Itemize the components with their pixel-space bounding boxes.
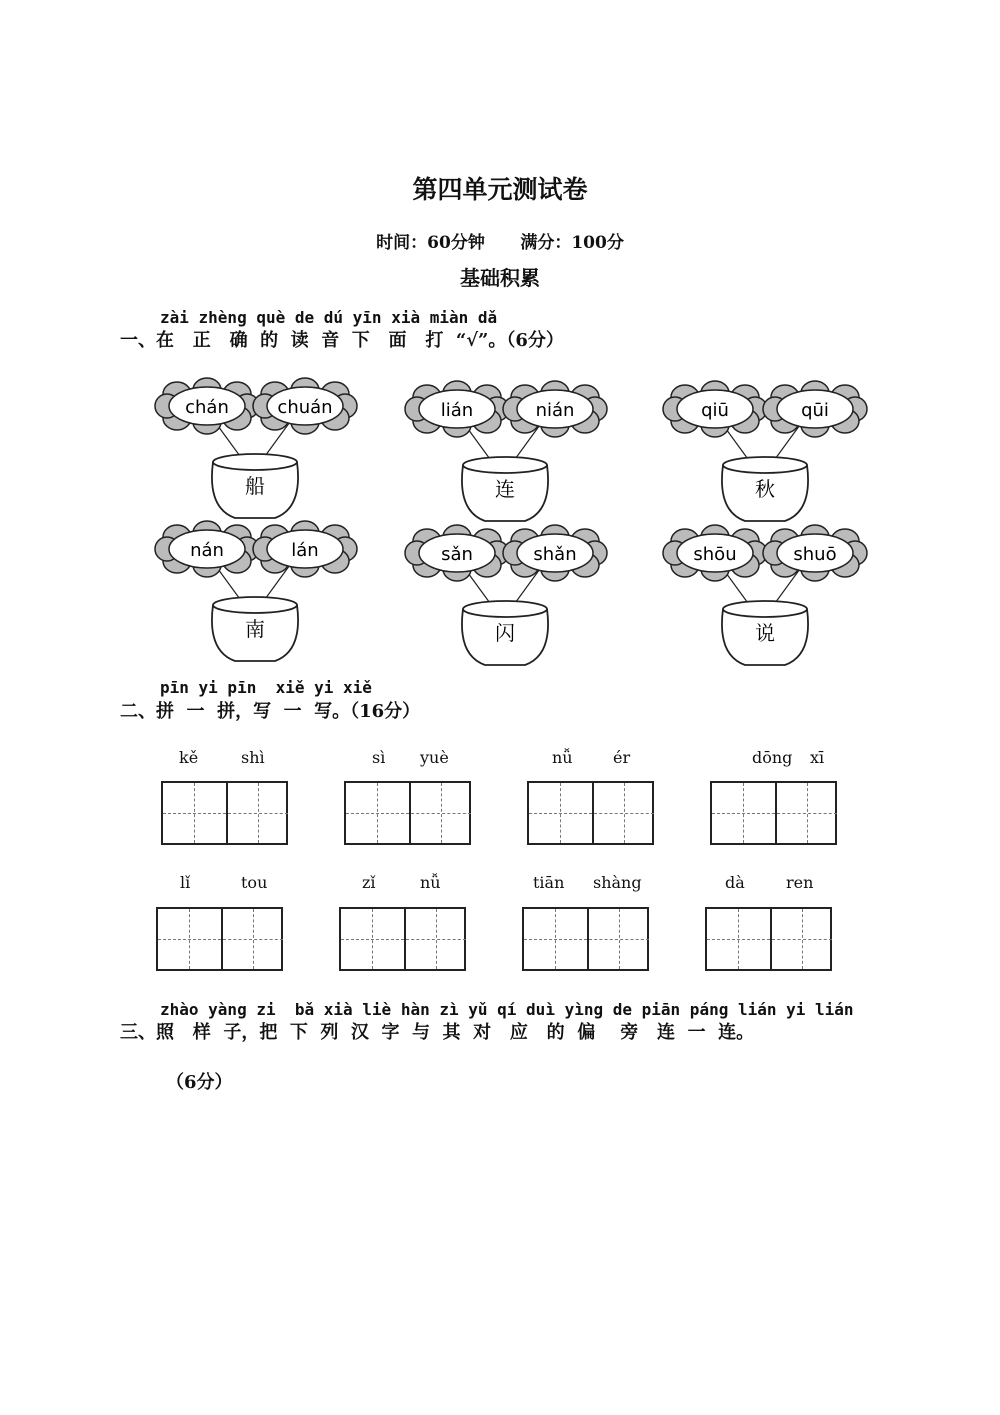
writing-grid[interactable] xyxy=(161,781,288,845)
word-pinyin: kě xyxy=(179,748,199,767)
writing-grid[interactable] xyxy=(522,907,649,971)
pinyin-option: qūi xyxy=(801,400,829,421)
bowl-character: 说 xyxy=(755,621,775,645)
bowl-character: 南 xyxy=(245,617,265,641)
q3-score: （6分） xyxy=(166,1072,233,1093)
q1-text: 一、在 正 确 的 读 音 下 面 打 “√”。（6分） xyxy=(120,330,564,351)
flower-group-6 xyxy=(663,525,867,665)
word-pinyin: tiān xyxy=(533,873,565,892)
word-pinyin: shàng xyxy=(593,873,642,892)
bowl-character: 船 xyxy=(245,474,265,498)
flower-group-2 xyxy=(405,381,607,521)
word-pinyin: sì xyxy=(372,748,386,767)
word-pinyin: yuè xyxy=(420,748,449,767)
bowl-character: 连 xyxy=(495,477,515,501)
word-pinyin: xī xyxy=(810,748,825,767)
flower-group-1 xyxy=(155,378,357,518)
q2-text: 二、拼 一 拼，写 一 写。（16分） xyxy=(120,701,421,722)
pinyin-option: sǎn xyxy=(441,544,473,565)
pinyin-option: shōu xyxy=(693,544,737,565)
flower-group-3 xyxy=(663,381,867,521)
pinyin-option: lán xyxy=(291,540,319,561)
flower-group-4 xyxy=(155,521,357,661)
writing-grid[interactable] xyxy=(705,907,832,971)
writing-grid[interactable] xyxy=(710,781,837,845)
section-heading: 基础积累 xyxy=(460,266,540,290)
pinyin-option: nián xyxy=(535,400,575,421)
pinyin-option: shuō xyxy=(793,544,837,565)
bowl-character: 闪 xyxy=(495,621,515,645)
pinyin-option: nán xyxy=(190,540,224,561)
flower-group-5 xyxy=(405,525,607,665)
q3-pinyin: zhào yàng zi bǎ xià liè hàn zì yǔ qí duì yìng de piān páng lián yi lián xyxy=(160,1000,854,1019)
pinyin-option: shǎn xyxy=(533,544,577,565)
page-title: 第四单元测试卷 xyxy=(412,175,588,204)
word-pinyin: ren xyxy=(786,873,814,892)
word-pinyin: shì xyxy=(241,748,265,767)
pinyin-option: chán xyxy=(185,397,229,418)
writing-grid[interactable] xyxy=(156,907,283,971)
q2-pinyin: pīn yi pīn xiě yi xiě xyxy=(160,678,372,697)
pinyin-option: qiū xyxy=(701,400,729,421)
writing-grid[interactable] xyxy=(527,781,654,845)
word-pinyin: dà xyxy=(725,873,745,892)
q1-figure xyxy=(0,360,1000,670)
writing-grid[interactable] xyxy=(344,781,471,845)
pinyin-option: lián xyxy=(440,400,474,421)
pinyin-option: chuán xyxy=(277,397,333,418)
word-pinyin: ér xyxy=(613,748,631,767)
bowl-character: 秋 xyxy=(755,477,775,501)
q3-text: 三、照 样 子，把 下 列 汉 字 与 其 对 应 的 偏 旁 连 一 连。 xyxy=(120,1022,755,1043)
q1-pinyin: zài zhèng què de dú yīn xià miàn dǎ xyxy=(160,308,498,327)
word-pinyin: dōng xyxy=(752,748,793,767)
word-pinyin: zǐ xyxy=(362,873,376,892)
writing-grid[interactable] xyxy=(339,907,466,971)
word-pinyin: lǐ xyxy=(180,873,191,892)
word-pinyin: nǚ xyxy=(552,748,573,767)
exam-info: 时间：60分钟 满分：100分 xyxy=(376,233,624,253)
word-pinyin: nǚ xyxy=(420,873,441,892)
word-pinyin: tou xyxy=(241,873,268,892)
